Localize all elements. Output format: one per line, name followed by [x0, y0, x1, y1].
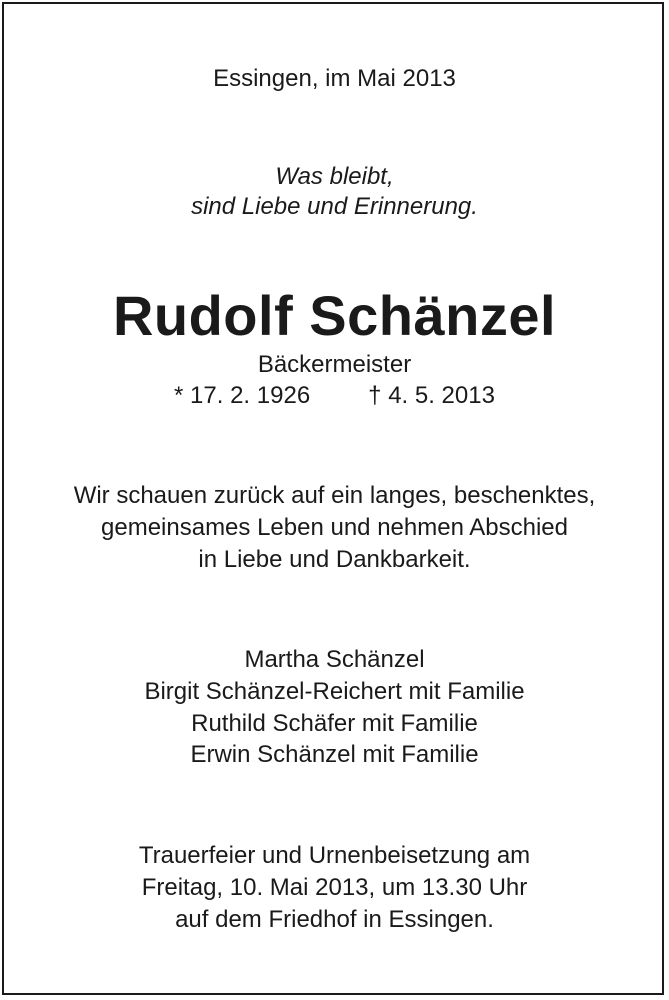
mourner-2: Birgit Schänzel-Reichert mit Familie [144, 678, 525, 705]
mourner-4: Erwin Schänzel mit Familie [190, 741, 479, 768]
motto-line-2: sind Liebe und Erinnerung. [191, 193, 478, 220]
birth-date: * 17. 2. 1926 [174, 382, 311, 409]
message-line-2: gemeinsames Leben und nehmen Abschied [101, 514, 568, 541]
deceased-name: Rudolf Schänzel [112, 284, 557, 347]
death-date: † 4. 5. 2013 [368, 382, 495, 409]
life-dates [0, 381, 669, 411]
message-line-3: in Liebe und Dankbarkeit. [198, 546, 471, 573]
service-line-2: Freitag, 10. Mai 2013, um 13.30 Uhr [141, 874, 528, 901]
service-line-3: auf dem Friedhof in Essingen. [175, 906, 494, 933]
mourner-3: Ruthild Schäfer mit Familie [191, 710, 478, 737]
motto-line-1: Was bleibt, [275, 163, 394, 190]
message-line-1: Wir schauen zurück auf ein langes, beschenktes, [73, 482, 596, 509]
service-line-1: Trauerfeier und Urnenbeisetzung am [138, 842, 531, 869]
place-date: Essingen, im Mai 2013 [213, 65, 456, 92]
deceased-occupation: Bäckermeister [257, 351, 412, 378]
mourner-1: Martha Schänzel [244, 646, 425, 673]
